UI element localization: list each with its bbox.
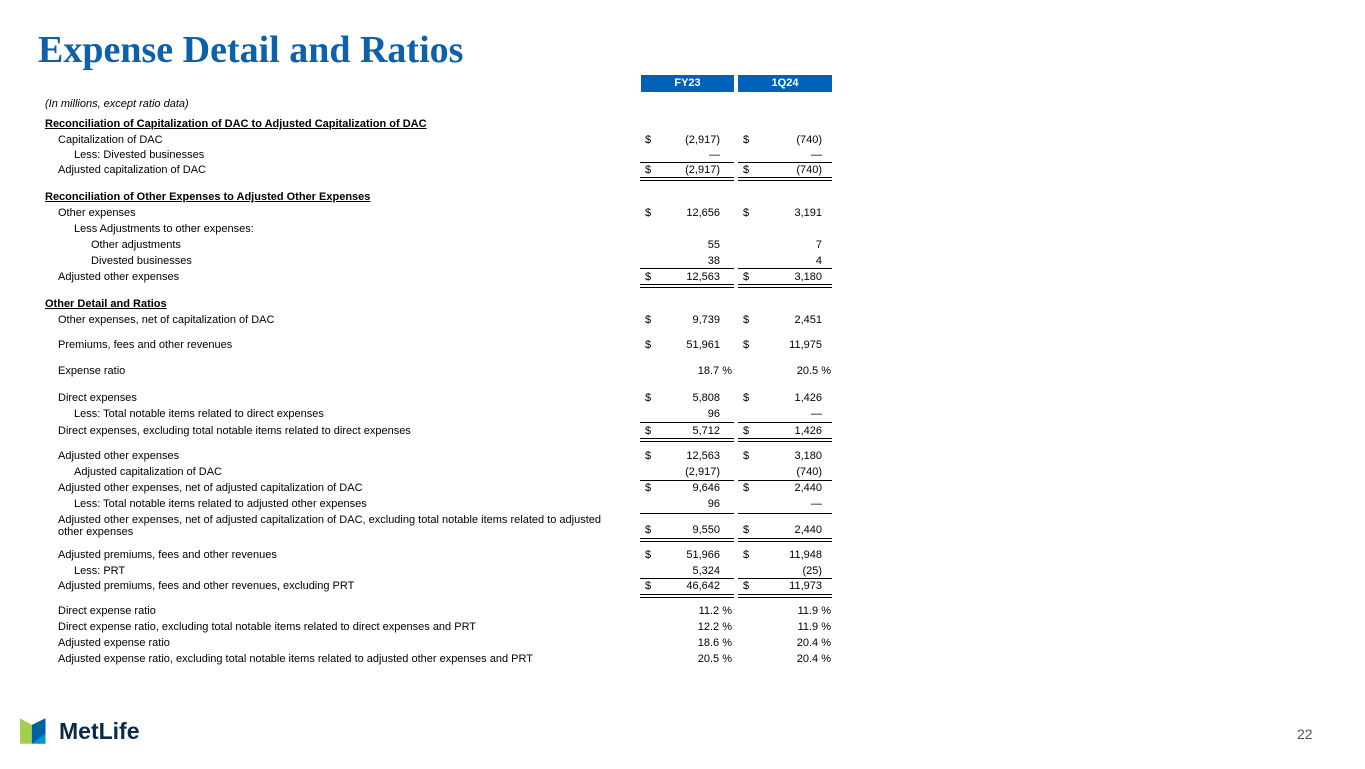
value-fy23: 12,656 bbox=[686, 207, 720, 219]
currency-symbol: $ bbox=[645, 271, 652, 283]
currency-symbol: $ bbox=[743, 549, 750, 561]
row-label: Direct expenses bbox=[58, 392, 137, 404]
value-1q24: 11,948 bbox=[789, 549, 822, 561]
section-header-row bbox=[0, 190, 1365, 205]
row-label: Less: Total notable items related to direct expenses bbox=[74, 408, 324, 420]
table-row bbox=[0, 564, 1365, 579]
currency-symbol: $ bbox=[743, 580, 750, 592]
table-row bbox=[0, 548, 1365, 563]
row-label: Adjusted other expenses bbox=[58, 450, 180, 462]
total-double-rule bbox=[738, 177, 832, 181]
table-row bbox=[0, 514, 1365, 540]
table-row bbox=[0, 449, 1365, 464]
table-row bbox=[0, 407, 1365, 422]
section-header-row bbox=[0, 297, 1365, 312]
subtotal-rule bbox=[640, 422, 734, 423]
value-1q24: 11,973 bbox=[789, 580, 822, 592]
currency-symbol: $ bbox=[743, 207, 750, 219]
currency-symbol: $ bbox=[645, 134, 652, 146]
value-1q24: 11,975 bbox=[789, 339, 822, 351]
total-double-rule bbox=[640, 177, 734, 181]
value-1q24: 20.4 % bbox=[796, 653, 831, 665]
row-label: Adjusted expense ratio bbox=[58, 637, 170, 649]
value-1q24: 1,426 bbox=[794, 392, 822, 404]
value-fy23: 20.5 % bbox=[697, 653, 732, 665]
currency-symbol: $ bbox=[645, 339, 652, 351]
section-title-detail: Other Detail and Ratios bbox=[45, 298, 167, 310]
value-1q24: (740) bbox=[796, 134, 822, 146]
row-label: Less: PRT bbox=[74, 565, 126, 577]
total-double-rule bbox=[640, 594, 734, 598]
table-row bbox=[0, 497, 1365, 512]
value-1q24: 3,180 bbox=[794, 271, 822, 283]
currency-symbol: $ bbox=[743, 482, 750, 494]
section-header-row bbox=[0, 117, 1365, 132]
table-row bbox=[0, 391, 1365, 406]
table-row bbox=[0, 270, 1365, 285]
value-1q24: (740) bbox=[796, 466, 822, 478]
value-fy23: (2,917) bbox=[685, 466, 720, 478]
total-double-rule bbox=[640, 284, 734, 288]
currency-symbol: $ bbox=[645, 482, 652, 494]
value-1q24: 4 bbox=[815, 255, 822, 267]
row-label: Less: Divested businesses bbox=[74, 149, 205, 161]
value-fy23: 55 bbox=[707, 239, 720, 251]
subtotal-rule bbox=[738, 268, 832, 269]
table-row bbox=[0, 163, 1365, 178]
total-double-rule bbox=[738, 594, 832, 598]
row-label: Premiums, fees and other revenues bbox=[58, 339, 233, 351]
total-double-rule bbox=[738, 538, 832, 542]
value-1q24: — bbox=[811, 498, 822, 510]
table-row bbox=[0, 364, 1365, 379]
page-number: 22 bbox=[1297, 726, 1313, 742]
value-fy23: 11.2 % bbox=[698, 605, 732, 617]
value-fy23: 5,324 bbox=[692, 565, 720, 577]
value-fy23: 9,550 bbox=[692, 524, 720, 536]
value-fy23: 96 bbox=[707, 408, 720, 420]
value-fy23: 5,712 bbox=[692, 425, 720, 437]
value-1q24: 3,191 bbox=[794, 207, 822, 219]
row-label: Adjusted capitalization of DAC bbox=[58, 164, 206, 176]
currency-symbol: $ bbox=[743, 314, 750, 326]
value-1q24: 2,440 bbox=[794, 524, 822, 536]
currency-symbol: $ bbox=[645, 207, 652, 219]
row-label: Adjusted premiums, fees and other revenues bbox=[58, 549, 277, 561]
metlife-wordmark: MetLife bbox=[59, 718, 140, 744]
value-fy23: 18.7 % bbox=[697, 365, 732, 377]
subtotal-rule bbox=[738, 422, 832, 423]
row-label: Other expenses, net of capitalization of DAC bbox=[58, 314, 275, 326]
value-1q24: 7 bbox=[815, 239, 822, 251]
subtotal-rule bbox=[640, 268, 734, 269]
table-row bbox=[0, 465, 1365, 480]
table-row bbox=[0, 604, 1365, 619]
total-double-rule bbox=[738, 284, 832, 288]
row-label: Adjusted capitalization of DAC bbox=[74, 466, 222, 478]
table-row bbox=[0, 620, 1365, 635]
row-label: Divested businesses bbox=[91, 255, 192, 267]
currency-symbol: $ bbox=[645, 580, 652, 592]
value-fy23: — bbox=[709, 149, 720, 161]
total-double-rule bbox=[738, 438, 832, 442]
table-row bbox=[0, 254, 1365, 269]
table-row bbox=[0, 206, 1365, 221]
row-label: Capitalization of DAC bbox=[58, 134, 163, 146]
currency-symbol: $ bbox=[743, 134, 750, 146]
table-row bbox=[0, 313, 1365, 328]
row-label: Adjusted other expenses bbox=[58, 271, 180, 283]
table-row bbox=[0, 652, 1365, 667]
currency-symbol: $ bbox=[645, 164, 652, 176]
value-fy23: 96 bbox=[707, 498, 720, 510]
value-fy23: 12.2 % bbox=[697, 621, 732, 633]
table-row bbox=[0, 222, 1365, 237]
currency-symbol: $ bbox=[645, 425, 652, 437]
value-fy23: 51,966 bbox=[686, 549, 720, 561]
section-title-other-expenses: Reconciliation of Other Expenses to Adjusted Other Expenses bbox=[45, 191, 371, 203]
page-title: Expense Detail and Ratios bbox=[38, 29, 464, 71]
value-1q24: 3,180 bbox=[794, 450, 822, 462]
value-1q24: 2,440 bbox=[794, 482, 822, 494]
value-fy23: 5,808 bbox=[692, 392, 720, 404]
currency-symbol: $ bbox=[645, 524, 652, 536]
value-fy23: 12,563 bbox=[686, 271, 720, 283]
value-1q24: 1,426 bbox=[794, 425, 822, 437]
value-1q24: — bbox=[811, 149, 822, 161]
value-fy23: 51,961 bbox=[686, 339, 720, 351]
row-label: Direct expense ratio bbox=[58, 605, 156, 617]
currency-symbol: $ bbox=[743, 450, 750, 462]
table-row bbox=[0, 424, 1365, 439]
row-label: Adjusted premiums, fees and other revenues, excluding PRT bbox=[58, 580, 355, 592]
value-1q24: 11.9 % bbox=[797, 621, 831, 633]
row-label: Direct expense ratio, excluding total notable items related to direct expenses and PRT bbox=[58, 621, 477, 633]
table-row bbox=[0, 133, 1365, 148]
value-1q24: 11.9 % bbox=[797, 605, 831, 617]
value-fy23: (2,917) bbox=[685, 134, 720, 146]
table-row bbox=[0, 636, 1365, 651]
row-label: Adjusted other expenses, net of adjusted capitalization of DAC bbox=[58, 482, 363, 494]
total-double-rule bbox=[640, 438, 734, 442]
row-label: Direct expenses, excluding total notable items related to direct expenses bbox=[58, 425, 411, 437]
currency-symbol: $ bbox=[743, 425, 750, 437]
section-title-dac: Reconciliation of Capitalization of DAC to Adjusted Capitalization of DAC bbox=[45, 118, 427, 130]
units-note: (In millions, except ratio data) bbox=[45, 98, 189, 110]
total-double-rule bbox=[640, 538, 734, 542]
currency-symbol: $ bbox=[743, 339, 750, 351]
table-row bbox=[0, 579, 1365, 594]
value-fy23: (2,917) bbox=[685, 164, 720, 176]
table-row bbox=[0, 148, 1365, 163]
value-1q24: 2,451 bbox=[794, 314, 822, 326]
currency-symbol: $ bbox=[743, 392, 750, 404]
currency-symbol: $ bbox=[743, 271, 750, 283]
row-label: Less: Total notable items related to adjusted other expenses bbox=[74, 498, 367, 510]
value-1q24: (740) bbox=[796, 164, 822, 176]
value-1q24: — bbox=[811, 408, 822, 420]
currency-symbol: $ bbox=[645, 450, 652, 462]
value-fy23: 46,642 bbox=[686, 580, 720, 592]
value-1q24: (25) bbox=[802, 565, 822, 577]
row-label: Other expenses bbox=[58, 207, 136, 219]
row-label: Other adjustments bbox=[91, 239, 181, 251]
value-fy23: 9,739 bbox=[692, 314, 720, 326]
currency-symbol: $ bbox=[743, 164, 750, 176]
table-row bbox=[0, 481, 1365, 496]
currency-symbol: $ bbox=[645, 392, 652, 404]
value-fy23: 38 bbox=[707, 255, 720, 267]
row-label: Less Adjustments to other expenses: bbox=[74, 223, 254, 235]
table-row bbox=[0, 338, 1365, 353]
column-header-1q24: 1Q24 bbox=[738, 75, 832, 92]
row-label: Expense ratio bbox=[58, 365, 126, 377]
value-fy23: 18.6 % bbox=[697, 637, 732, 649]
value-fy23: 9,646 bbox=[692, 482, 720, 494]
row-label: Adjusted expense ratio, excluding total notable items related to adjusted other expenses and PRT bbox=[58, 653, 533, 665]
column-header-fy23: FY23 bbox=[641, 75, 734, 92]
table-row bbox=[0, 238, 1365, 253]
value-1q24: 20.5 % bbox=[796, 365, 831, 377]
value-fy23: 12,563 bbox=[686, 450, 720, 462]
metlife-logo-icon bbox=[20, 716, 54, 746]
currency-symbol: $ bbox=[743, 524, 750, 536]
currency-symbol: $ bbox=[645, 549, 652, 561]
value-1q24: 20.4 % bbox=[796, 637, 831, 649]
currency-symbol: $ bbox=[645, 314, 652, 326]
row-label: Adjusted other expenses, net of adjusted capitalization of DAC, excluding total notable items related to adjusted other expenses bbox=[58, 514, 602, 538]
